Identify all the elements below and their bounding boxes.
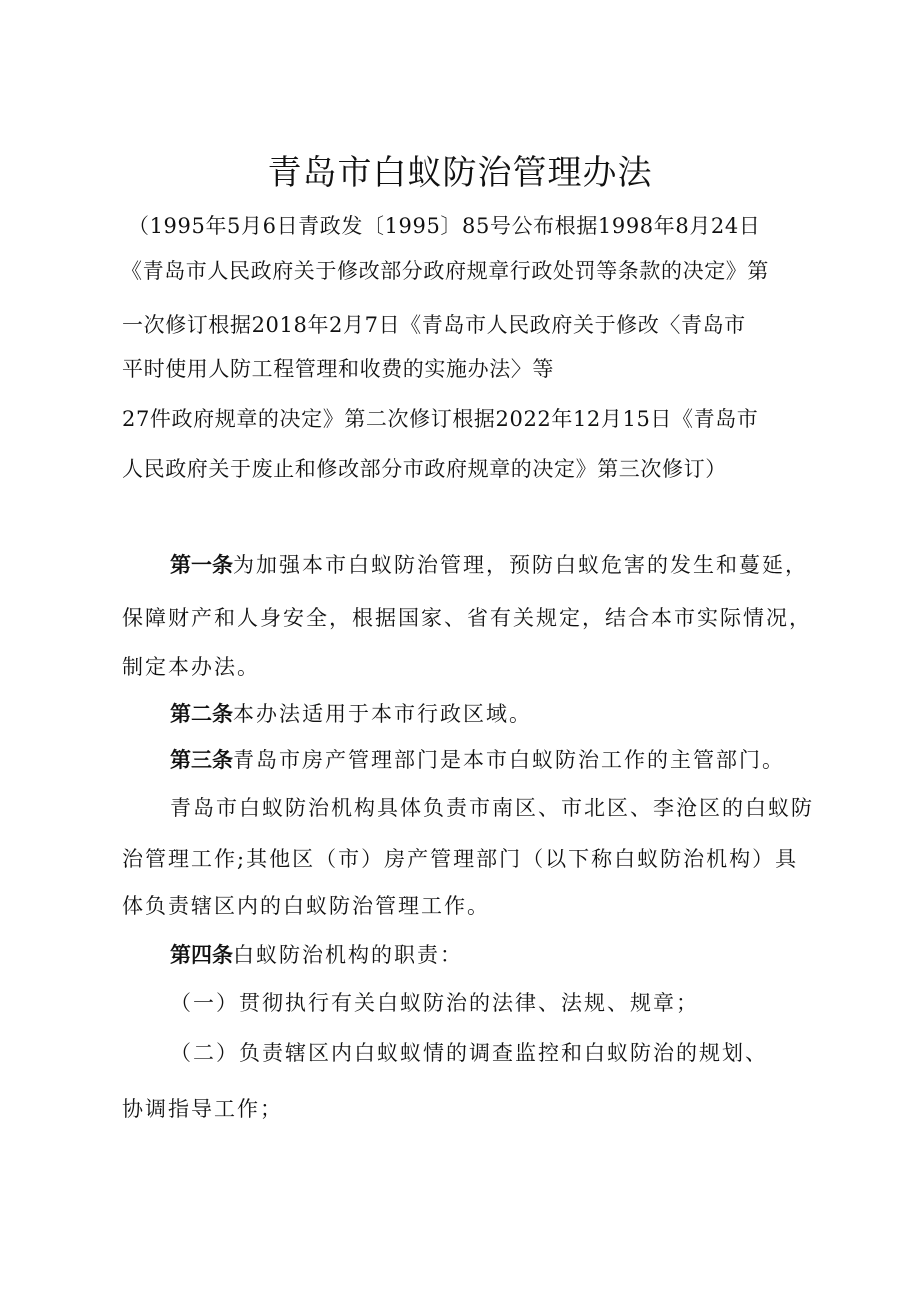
list-item: （二）负责辖区内白蚁蚁情的调查监控和白蚁防治的规划、 <box>170 1041 768 1065</box>
article-text: 治管理工作;其他区（市）房产管理部门（以下称白蚁防治机构）具 <box>122 847 799 871</box>
article-text: 制定本办法。 <box>122 655 260 679</box>
revision-line: 《青岛市人民政府关于修改部分政府规章行政处罚等条款的决定》第 <box>121 259 769 283</box>
list-item-continuation: 协调指导工作； <box>122 1097 283 1121</box>
article-text: 为加强本市白蚁防治管理，预防白蚁危害的发生和蔓延， <box>233 553 808 577</box>
article-text: 白蚁防治机构的职责： <box>233 943 463 967</box>
article-label: 第三条 <box>170 749 233 772</box>
document-title: 青岛市白蚁防治管理办法 <box>267 153 653 193</box>
article-label: 第四条 <box>170 944 233 967</box>
revision-line: 27件政府规章的决定》第二次修订根据2022年12月15日《青岛市 <box>122 407 759 431</box>
article-2-first-line <box>170 699 532 730</box>
revision-line: （1995年5月6日青政发〔1995〕85号公布根据1998年8月24日 <box>128 214 761 238</box>
article-3-first-line <box>170 745 785 776</box>
revision-line: 人民政府关于废止和修改部分市政府规章的决定》第三次修订） <box>122 457 727 481</box>
list-item: （一）贯彻执行有关白蚁防治的法律、法规、规章； <box>170 991 699 1015</box>
article-text: 体负责辖区内的白蚁防治管理工作。 <box>122 894 490 918</box>
article-label: 第二条 <box>170 703 233 726</box>
revision-line: 平时使用人防工程管理和收费的实施办法〉等 <box>122 357 554 381</box>
article-text: 青岛市房产管理部门是本市白蚁防治工作的主管部门。 <box>233 748 785 772</box>
article-4-first-line <box>170 940 463 971</box>
article-1-first-line <box>170 550 808 581</box>
revision-line: 一次修订根据2018年2月7日《青岛市人民政府关于修改〈青岛市 <box>122 313 746 337</box>
article-text: 本办法适用于本市行政区域。 <box>233 702 532 726</box>
article-text: 青岛市白蚁防治机构具体负责市南区、市北区、李沧区的白蚁防 <box>170 796 814 820</box>
article-text: 保障财产和人身安全，根据国家、省有关规定，结合本市实际情况， <box>122 606 812 630</box>
article-label: 第一条 <box>170 554 233 577</box>
